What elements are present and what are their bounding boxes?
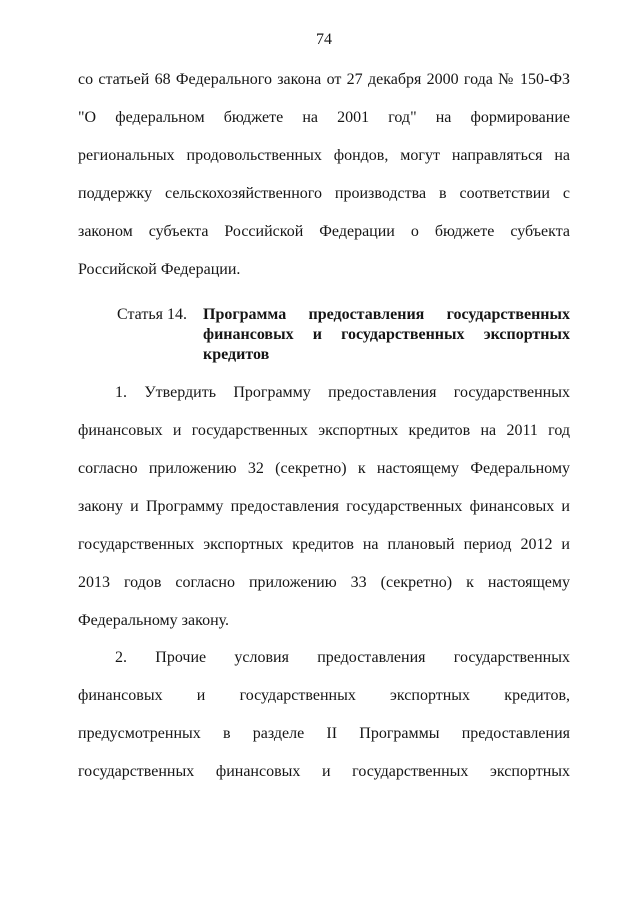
- text-line: финансовых и государственных экспортных кредитов на 2011 год: [78, 422, 570, 439]
- paragraph-item-1: [78, 374, 570, 640]
- text-line: законом субъекта Российской Федерации о бюджете субъекта: [78, 223, 570, 240]
- text-line: государственных экспортных кредитов на плановый период 2012 и: [78, 536, 570, 553]
- text-line: закону и Программу предоставления государственных финансовых и: [78, 498, 570, 515]
- text-line: 2013 годов согласно приложению 33 (секретно) к настоящему: [78, 574, 570, 591]
- text-line: 2. Прочие условия предоставления государственных: [115, 649, 570, 666]
- heading-line: финансовых и государственных экспортных: [203, 326, 570, 343]
- text-line: государственных финансовых и государственных экспортных: [78, 763, 570, 780]
- text-line: "О федеральном бюджете на 2001 год" на формирование: [78, 109, 570, 126]
- article-number-label: Статья 14.: [117, 306, 187, 323]
- paragraph-item-2: [78, 639, 570, 791]
- text-line: 1. Утвердить Программу предоставления государственных: [115, 384, 570, 401]
- text-line: Федеральному закону.: [78, 612, 230, 629]
- heading-lines: [203, 305, 570, 365]
- text-line: согласно приложению 32 (секретно) к настоящему Федеральному: [78, 460, 570, 477]
- page-number: 74: [316, 31, 332, 48]
- text-line: Российской Федерации.: [78, 261, 241, 278]
- text-line: поддержку сельскохозяйственного производства в соответствии с: [78, 185, 570, 202]
- heading-line: кредитов: [203, 346, 270, 363]
- paragraph-continuation: [78, 61, 570, 289]
- text-line: со статьей 68 Федерального закона от 27 декабря 2000 года № 150-ФЗ: [78, 71, 570, 88]
- heading-line: Программа предоставления государственных: [203, 306, 570, 323]
- text-line: предусмотренных в разделе II Программы предоставления: [78, 725, 570, 742]
- text-line: региональных продовольственных фондов, могут направляться на: [78, 147, 570, 164]
- article-heading: [78, 305, 570, 365]
- text-line: финансовых и государственных экспортных кредитов,: [78, 687, 570, 704]
